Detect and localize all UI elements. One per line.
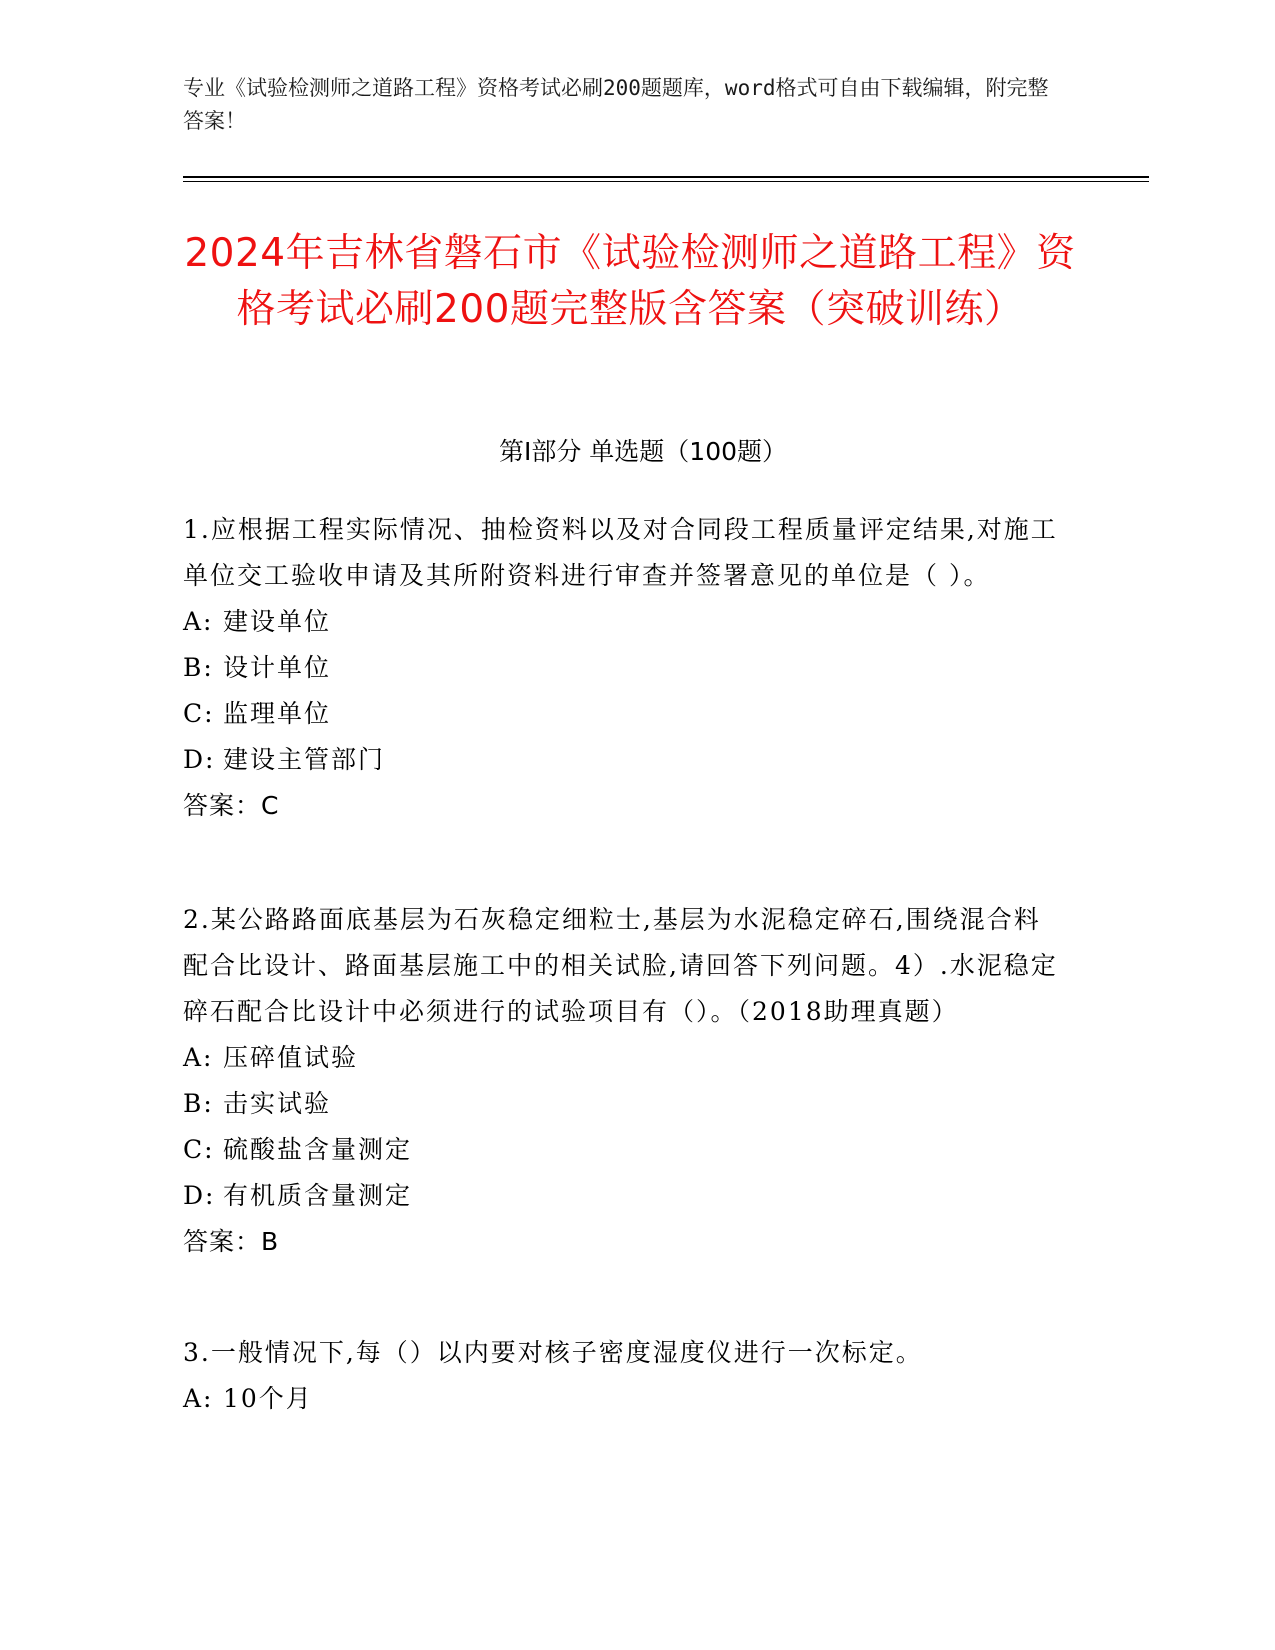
option-d [183,1173,1063,1219]
question-2 [183,897,1063,1265]
question-3 [183,1330,1063,1422]
option-text: 压碎值试验 [223,1043,359,1072]
question-1 [183,507,1063,829]
option-key: D: [183,1181,216,1210]
option-text: 击实试验 [223,1089,332,1118]
option-text: 有机质含量测定 [223,1181,413,1210]
option-text: 建设单位 [223,607,332,636]
option-text: 硫酸盐含量测定 [223,1135,413,1164]
option-key: C: [183,1135,215,1164]
option-key: B: [183,653,214,682]
option-key: B: [183,1089,214,1118]
option-key: A: [183,607,214,636]
document-title: 2024年吉林省磐石市《试验检测师之道路工程》资格考试必刷200题完整版含答案（突破训练） [184,231,1076,332]
answer: 答案：C [183,791,280,820]
option-text: 监理单位 [223,699,332,728]
section-title: 第Ⅰ部分 单选题（100题） [498,437,788,466]
option-b [183,645,1063,691]
option-a [183,599,1063,645]
header-note: 专业《试验检测师之道路工程》资格考试必刷200题题库，word格式可自由下载编辑，附完整答案！ [183,76,1049,133]
option-text: 设计单位 [223,653,332,682]
answer: 答案：B [183,1227,280,1256]
option-text: 10个月 [223,1384,313,1413]
option-d [183,737,1063,783]
option-b [183,1081,1063,1127]
question-stem: 3.一般情况下,每（）以内要对核子密度湿度仪进行一次标定。 [183,1338,923,1367]
option-key: C: [183,699,215,728]
option-key: D: [183,745,216,774]
option-key: A: [183,1384,214,1413]
question-stem: 1.应根据工程实际情况、抽检资料以及对合同段工程质量评定结果,对施工单位交工验收申请及其所附资料进行审查并签署意见的单位是（ ）。 [183,515,1058,590]
option-key: A: [183,1043,214,1072]
question-stem: 2.某公路路面底基层为石灰稳定细粒士,基层为水泥稳定碎石,围绕混合料配合比设计、路面基层施工中的相关试脸,请回答下列问题。4）.水泥稳定碎石配合比设计中必须进行的试验项目有（）。（2018助理真题） [183,905,1058,1026]
option-c [183,691,1063,737]
header-divider-thin [183,181,1149,182]
option-text: 建设主管部门 [223,745,386,774]
option-a [183,1376,1063,1422]
option-a [183,1035,1063,1081]
option-c [183,1127,1063,1173]
header-divider-thick [183,176,1149,178]
